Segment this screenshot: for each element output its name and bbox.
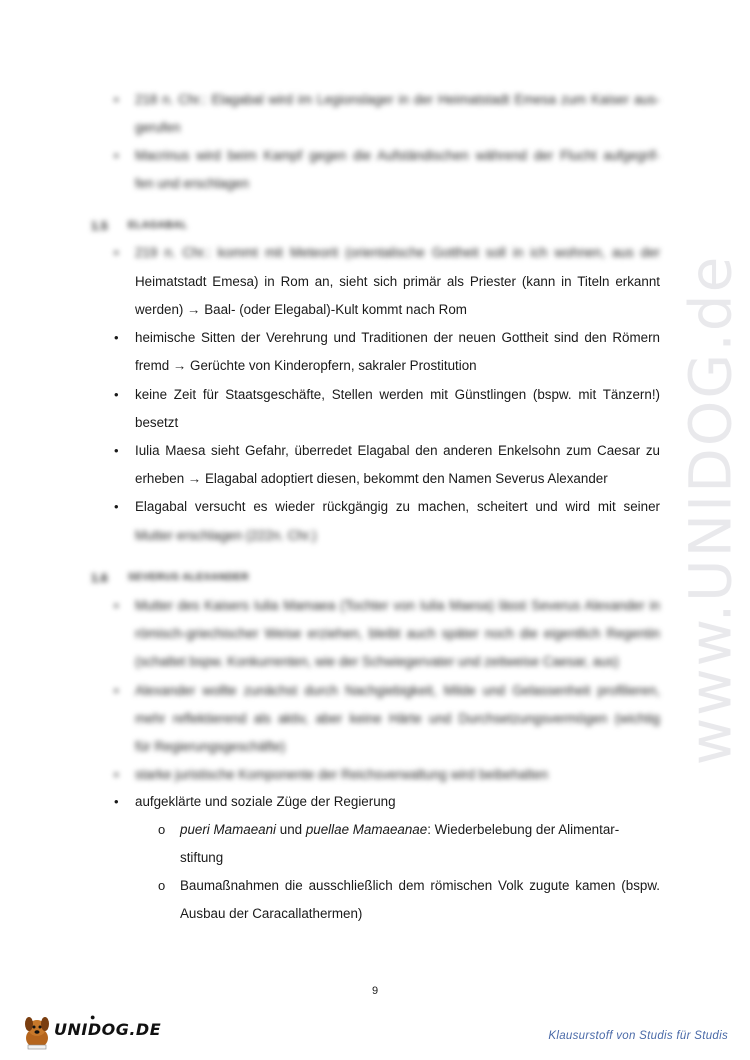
section-title: SEVERUS ALEXANDER xyxy=(128,572,249,583)
dog-icon xyxy=(20,1014,54,1052)
text-line: Iulia Maesa sieht Gefahr, überredet Elagabal den anderen Enkelsohn zum Caesar zu xyxy=(135,443,660,458)
text-line: erheben → Elagabal adoptiert diesen, bekommt den Namen Severus Alexander xyxy=(135,471,608,486)
text-line: gerufen xyxy=(135,120,181,135)
text-line: 219 n. Chr.: kommt mit Meteorit (orientalische Gottheit soll in ich wohnen, aus der xyxy=(135,245,660,260)
conjunction: und xyxy=(276,822,306,837)
bullet: • xyxy=(114,387,119,402)
text-line: Alexander wollte zunächst durch Nachgiebigkeit, Milde und Gelassenheit profilieren, xyxy=(135,683,660,698)
bullet: • xyxy=(114,92,119,107)
sub-bullet: o xyxy=(158,878,166,893)
text-line: mehr reflektierend als aktiv, aber keine Härte und Durchsetzungsvermögen (wichtig xyxy=(135,711,660,726)
text-line: (schaltet bspw. Konkurrenten, wie der Schwiegervater und zeitweise Caesar, aus) xyxy=(135,654,619,669)
bullet: • xyxy=(114,767,119,782)
text-line: starke juristische Komponente der Reichsverwaltung wird beibehalten xyxy=(135,767,549,782)
text-line: besetzt xyxy=(135,415,179,430)
text-line: römisch-griechischer Weise erziehen, bleibt auch später noch die eigentlich Regentin xyxy=(135,626,660,641)
text-line: Macrinus wird beim Kampf gegen die Aufständischen während der Flucht aufgegrif- xyxy=(135,148,660,163)
footer-tagline: Klausurstoff von Studis für Studis xyxy=(548,1030,728,1042)
text-line: Heimatstadt Emesa) in Rom an, sieht sich primär als Priester (kann in Titeln erkannt xyxy=(135,274,660,289)
unidog-logo xyxy=(20,1012,160,1052)
text-line: fen und erschlagen xyxy=(135,176,249,191)
text-span xyxy=(180,821,619,839)
text-line xyxy=(180,821,660,839)
latin-term: puellae Mamaeanae xyxy=(305,822,428,837)
text-line: Mutter erschlagen (222n. Chr.) xyxy=(135,528,317,543)
text-line: keine Zeit für Staatsgeschäfte, Stellen werden mit Günstlingen (bspw. mit Tänzern!) xyxy=(135,387,660,402)
paw-icon: ● xyxy=(90,1012,96,1022)
bullet: • xyxy=(114,794,119,809)
text-line: Baumaßnahmen die ausschließlich dem römischen Volk zugute kamen (bspw. xyxy=(180,878,660,893)
section-title: ELAGABAL xyxy=(128,220,188,231)
text-span: : Wiederbelebung der Alimentar- xyxy=(427,822,620,837)
section-number: 1.5 xyxy=(91,219,108,233)
sub-bullet: o xyxy=(158,822,166,837)
text-line: Mutter des Kaisers Iulia Mamaea (Tochter von Iulia Maesa) lässt Severus Alexander in xyxy=(135,598,660,613)
bullet: • xyxy=(114,330,119,345)
bullet: • xyxy=(114,245,119,260)
latin-term: pueri Mamaeani xyxy=(180,822,277,837)
watermark: www.UNIDOG.de xyxy=(676,254,744,766)
text-line: für Regierungsgeschäfte) xyxy=(135,739,286,754)
text-line: aufgeklärte und soziale Züge der Regierung xyxy=(135,794,396,809)
bullet: • xyxy=(114,598,119,613)
text-line: 218 n. Chr.: Elagabal wird im Legionslager in der Heimatstadt Emesa zum Kaiser aus- xyxy=(135,92,660,107)
bullet: • xyxy=(114,683,119,698)
page-number: 9 xyxy=(371,985,379,997)
text-line: Ausbau der Caracallathermen) xyxy=(180,906,363,921)
text-line: fremd → Gerüchte von Kinderopfern, sakraler Prostitution xyxy=(135,358,477,373)
text-line: stiftung xyxy=(180,850,224,865)
bullet: • xyxy=(114,443,119,458)
bullet: • xyxy=(114,148,119,163)
text-line: Elagabal versucht es wieder rückgängig zu machen, scheitert und wird mit seiner xyxy=(135,499,660,514)
bullet: • xyxy=(114,499,119,514)
section-number: 1.6 xyxy=(91,571,108,585)
logo-text: UNIDOG.DE xyxy=(54,1020,162,1039)
text-line: heimische Sitten der Verehrung und Traditionen der neuen Gottheit sind den Römern xyxy=(135,330,660,345)
text-line: werden) → Baal- (oder Elegabal)-Kult kommt nach Rom xyxy=(135,302,467,317)
